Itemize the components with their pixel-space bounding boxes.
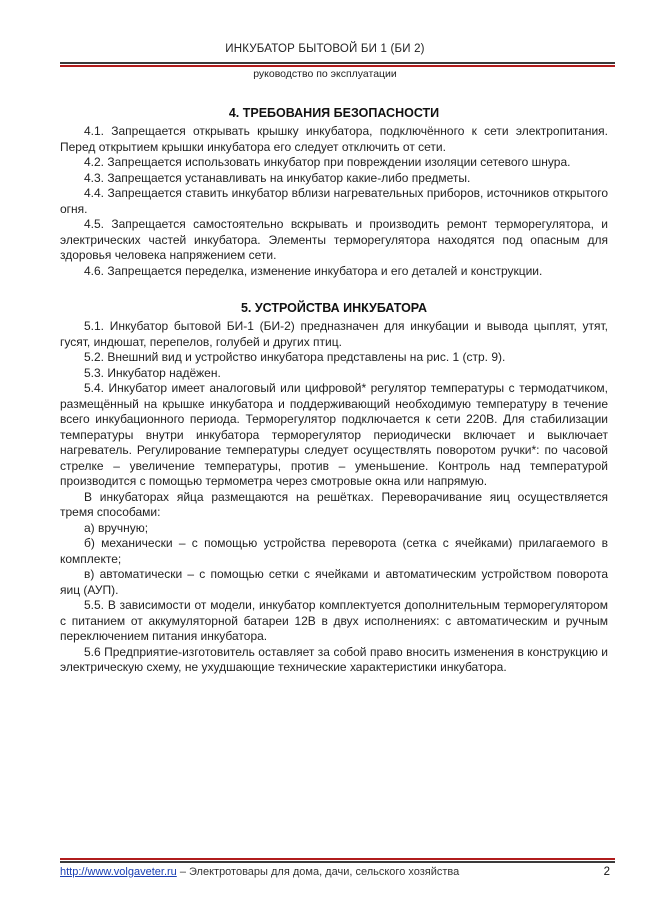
footer-divider [60,857,615,863]
header-divider [60,62,615,67]
footer-text: – Электротовары для дома, дачи, сельского хозяйства [176,866,460,878]
document-body [60,104,608,676]
website-link[interactable]: http://www.volgaveter.ru [60,866,177,878]
section-5-heading: 5. УСТРОЙСТВА ИНКУБАТОРА [240,301,428,315]
paragraph-4-2: 4.2. Запрещается использовать инкубатор при повреждении изоляции сетевого шнура. [84,155,571,169]
footer [60,866,610,878]
paragraph-4-3: 4.3. Запрещается устанавливать на инкубатор какие-либо предметы. [84,170,471,185]
paragraph-5-1: 5.1. Инкубатор бытовой БИ-1 (БИ-2) предназначен для инкубации и вывода цыплят, утят, гусят, индюшат, перепелов, голубей и других птиц. [60,319,608,349]
paragraph-4-5: 4.5. Запрещается самостоятельно вскрывать и производить ремонт терморегулятора, и электрических частей инкубатора. Элементы терморегулятора находятся под опасным для здоровья человека напряжением сети. [60,217,608,262]
paragraph-5-6: 5.6 Предприятие-изготовитель оставляет за собой право вносить изменения в конструкцию и электрическую схему, не ухудшающие технические характеристики инкубатора. [60,644,608,674]
header-title: ИНКУБАТОР БЫТОВОЙ БИ 1 (БИ 2) [225,43,425,55]
paragraph-4-1: 4.1. Запрещается открывать крышку инкубатора, подключённого к сети электропитания. Перед открытием крышки инкубатора его следует отключить от сети. [60,124,608,154]
paragraph-egg-turning: В инкубаторах яйца размещаются на решётках. Переворачивание яиц осуществляется тремя способами: [60,489,608,519]
paragraph-5-3: 5.3. Инкубатор надёжен. [84,365,221,380]
header-subtitle: руководство по эксплуатации [253,68,397,80]
paragraph-5-5: 5.5. В зависимости от модели, инкубатор комплектуется дополнительным терморегулятором с питанием от аккумуляторной батареи 12В в двух исполнениях: с автоматическим и ручным переключением питания инкубатора. [60,598,608,643]
paragraph-4-6: 4.6. Запрещается переделка, изменение инкубатора и его деталей и конструкции. [84,263,543,278]
list-item-manual: а) вручную; [84,520,149,535]
section-4-heading: 4. ТРЕБОВАНИЯ БЕЗОПАСНОСТИ [228,106,440,120]
page-number: 2 [603,866,610,878]
paragraph-5-4: 5.4. Инкубатор имеет аналоговый или цифровой* регулятор температуры с термодатчиком, размещённый на крышке инкубатора и поддерживающий необходимую температуру в течение всего инкубационного периода. Терморегулятор подключается к сети 220В. Для стабилизации температуры внутри инкубатора терморегулятор периодически включает и выключает нагреватель. Регулирование температуры следует осуществлять поворотом ручки*: по часовой стрелке – увеличение температуры, против – уменьшение. Контроль над температурой производится с помощью термометра через смотровые окна или напрямую. [60,381,608,488]
list-item-mechanical: б) механически – с помощью устройства переворота (сетка с ячейками) прилагаемого в комплекте; [60,536,608,566]
list-item-automatic: в) автоматически – с помощью сетки с ячейками и автоматическим устройством поворота яиц (АУП). [60,567,608,597]
paragraph-5-2: 5.2. Внешний вид и устройство инкубатора представлены на рис. 1 (стр. 9). [84,350,506,364]
paragraph-4-4: 4.4. Запрещается ставить инкубатор вблизи нагревательных приборов, источников открытого огня. [60,186,608,216]
